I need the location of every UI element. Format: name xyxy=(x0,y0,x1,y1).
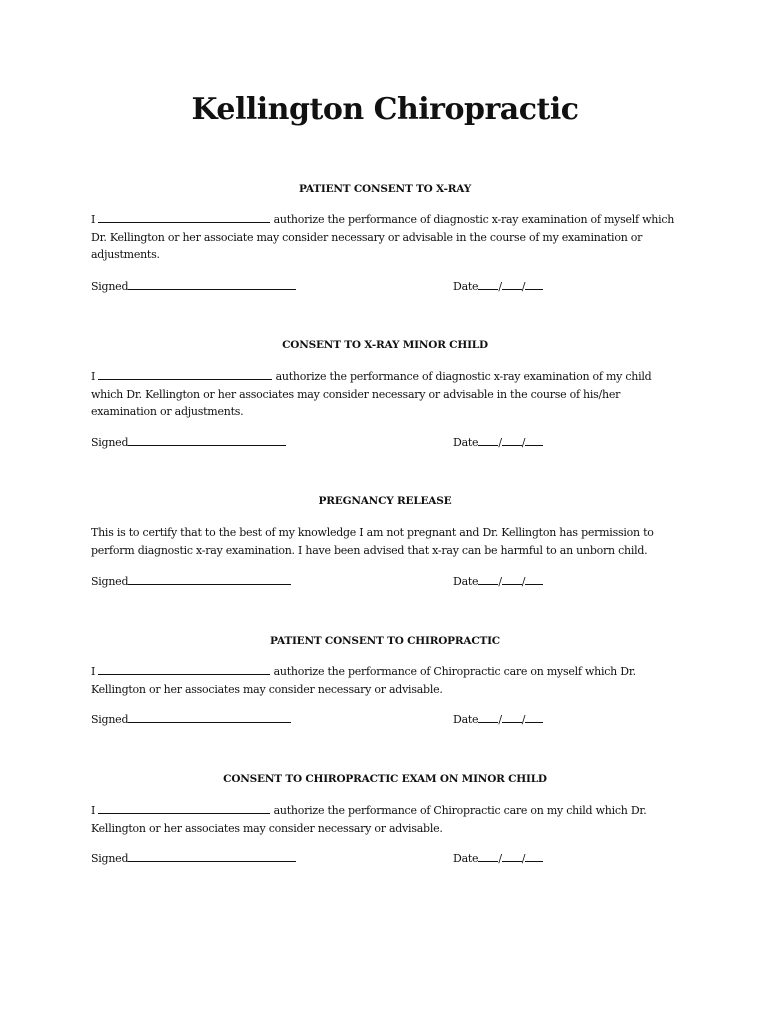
signed-label: Signed xyxy=(91,575,129,588)
signature-row xyxy=(91,573,291,588)
signed-label: Signed xyxy=(91,436,129,449)
date-day-field[interactable] xyxy=(502,573,522,585)
date-month-field[interactable] xyxy=(478,711,498,723)
date-label: Date xyxy=(453,436,479,449)
date-separator: / xyxy=(498,852,502,865)
date-row xyxy=(453,850,543,865)
signature-blank-field[interactable] xyxy=(128,711,291,723)
date-row xyxy=(453,573,543,588)
body-text: authorize the performance of Chiropractic care on my child which Dr. Kellington or her associates may consider necessary or advisable. xyxy=(91,804,647,835)
section-heading-xray-consent: PATIENT CONSENT TO X-RAY xyxy=(298,183,472,195)
section-body-xray-minor xyxy=(91,368,681,421)
date-month-field[interactable] xyxy=(478,434,498,446)
date-label: Date xyxy=(453,852,479,865)
signed-label: Signed xyxy=(91,852,129,865)
date-year-field[interactable] xyxy=(525,850,543,862)
section-body-pregnancy-release: This is to certify that to the best of my knowledge I am not pregnant and Dr. Kellington has permission to perform diagnostic x-ray examination. I have been advised that x-ray can be harmful to an unborn child. xyxy=(91,526,654,557)
date-year-field[interactable] xyxy=(525,434,543,446)
date-separator: / xyxy=(498,713,502,726)
body-text: authorize the performance of diagnostic x-ray examination of myself which Dr. Kellington or her associate may consider necessary or advisable in the course of my examination or adjustments. xyxy=(91,213,675,261)
date-row xyxy=(453,434,543,449)
date-day-field[interactable] xyxy=(502,434,522,446)
name-blank-field[interactable] xyxy=(98,802,270,814)
signature-row xyxy=(91,711,291,726)
section-heading-chiropractic-minor: CONSENT TO CHIROPRACTIC EXAM ON MINOR CHILD xyxy=(223,773,547,785)
date-separator: / xyxy=(521,436,526,449)
date-day-field[interactable] xyxy=(502,850,522,862)
date-year-field[interactable] xyxy=(525,278,543,290)
section-body-chiropractic-minor xyxy=(91,802,681,837)
name-blank-field[interactable] xyxy=(98,211,270,223)
name-blank-field[interactable] xyxy=(98,663,270,675)
date-month-field[interactable] xyxy=(478,573,498,585)
section-body-xray-consent xyxy=(91,211,681,264)
date-row xyxy=(453,278,543,293)
body-text: authorize the performance of diagnostic x-ray examination of my child which Dr. Kellington or her associates may consider necessary or advisable in the course of his/her examination or adjustments. xyxy=(91,370,652,418)
name-blank-field[interactable] xyxy=(98,368,272,380)
date-separator: / xyxy=(498,436,502,449)
date-label: Date xyxy=(453,713,479,726)
date-separator: / xyxy=(521,852,526,865)
date-separator: / xyxy=(521,713,526,726)
date-separator: / xyxy=(521,575,526,588)
date-day-field[interactable] xyxy=(502,278,522,290)
signed-label: Signed xyxy=(91,713,129,726)
body-text: authorize the performance of Chiropractic care on myself which Dr. Kellington or her associates may consider necessary or advisable. xyxy=(91,665,636,696)
signed-label: Signed xyxy=(91,280,129,293)
date-year-field[interactable] xyxy=(525,573,543,585)
date-row xyxy=(453,711,543,726)
signature-blank-field[interactable] xyxy=(128,278,296,290)
section-heading-xray-minor: CONSENT TO X-RAY MINOR CHILD xyxy=(282,339,488,351)
section-heading-chiropractic-consent: PATIENT CONSENT TO CHIROPRACTIC xyxy=(270,635,500,647)
date-label: Date xyxy=(453,280,479,293)
date-separator: / xyxy=(521,280,526,293)
date-month-field[interactable] xyxy=(478,278,498,290)
signature-blank-field[interactable] xyxy=(128,434,286,446)
signature-blank-field[interactable] xyxy=(128,850,296,862)
signature-row xyxy=(91,278,296,293)
signature-row xyxy=(91,434,286,449)
date-separator: / xyxy=(498,280,502,293)
body-lead: I xyxy=(91,213,96,226)
signature-row xyxy=(91,850,296,865)
date-year-field[interactable] xyxy=(525,711,543,723)
body-lead: I xyxy=(91,370,96,383)
section-heading-pregnancy-release: PREGNANCY RELEASE xyxy=(318,495,452,507)
date-day-field[interactable] xyxy=(502,711,522,723)
body-lead: I xyxy=(91,665,96,678)
document-title: Kellington Chiropractic xyxy=(191,92,579,127)
section-body-chiropractic-consent xyxy=(91,663,681,698)
date-month-field[interactable] xyxy=(478,850,498,862)
date-separator: / xyxy=(498,575,502,588)
body-lead: I xyxy=(91,804,96,817)
signature-blank-field[interactable] xyxy=(128,573,291,585)
date-label: Date xyxy=(453,575,479,588)
